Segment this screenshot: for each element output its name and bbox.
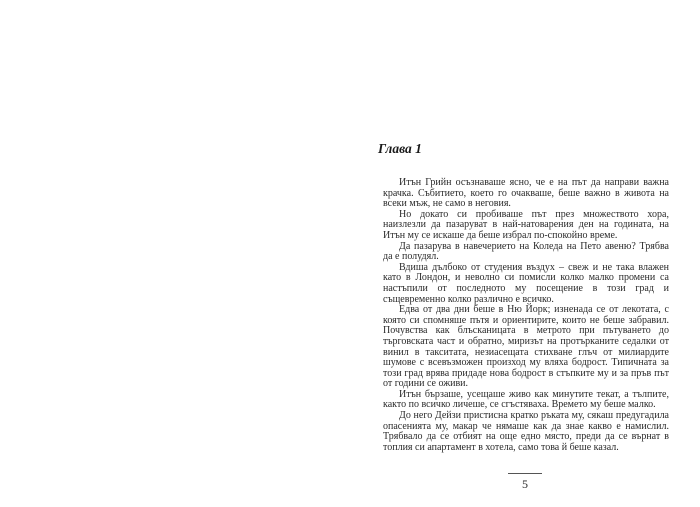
paragraph: Вдиша дълбоко от студения въздух – свеж и не така влажен като в Лондон, и неволно си помисли колко малко промени са настъпили от последното му посещение в този град и същевременно колко различно е всичко. [383,261,669,305]
paragraph: До него Дейзи пристисна кратко ръката му, сякаш предугадила опасенията му, макар че нямаше как да знае какво е намислил. Трябвало да се отбият на още едно място, преди да се върнат в топлия си апартамент в хотела, само това й беше казал. [383,410,669,453]
page-number-rule [508,473,542,474]
paragraph: Едва от два дни беше в Ню Йорк; изненада се от лекотата, с която си спомняше пътя и ориентирите, които не беше забравил. Почувства как блъсканицата в метрото при пътуването до търговската част и обратно, миризът на протърканите седалки от винил в такситата, незиасещата стихване глъч от милиардите шумове с всевъзможен произход му вляха бодрост. Типичната за този град врява придаде нова бодрост в стъпките му и за пръв път от години се оживи. [383,304,669,390]
chapter-body [383,178,669,453]
paragraph: Итън Грийн осъзнаваше ясно, че е на път да направи важна крачка. Събитието, което го очакваше, беше важно в живота на всеки мъж, не само в неговия. [383,177,669,210]
chapter-title: Глава 1 [378,141,422,156]
paragraph: Итън бързаше, усещаше живо как минутите текат, а тълпите, както по всичко личеше, се сгъстяваха. Времето му беше малко. [383,388,669,411]
page-number: 5 [522,477,528,491]
paragraph: Да пазарува в навечерието на Коледа на Пето авеню? Трябва да е полудял. [383,240,669,263]
paragraph: Но докато си пробиваше път през множеството хора, наизлезли да пазаруват в най-натоварения ден на годината, на Итън му се искаше да беше избрал по-спокойно време. [383,208,669,241]
